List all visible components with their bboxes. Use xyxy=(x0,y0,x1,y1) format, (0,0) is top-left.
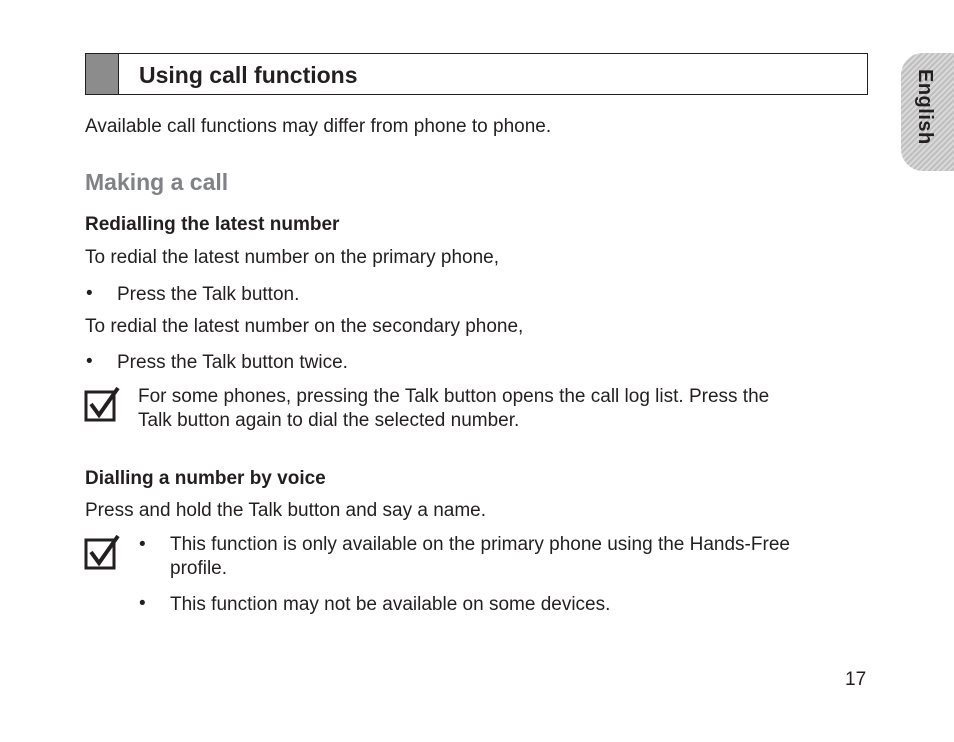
bullet: • xyxy=(139,593,146,614)
checkmark-note-icon xyxy=(84,534,120,570)
language-tab-label: English xyxy=(914,69,936,145)
bullet: • xyxy=(86,351,93,372)
redial-primary-step: Press the Talk button. xyxy=(117,284,300,305)
voice-note-1-line2: profile. xyxy=(170,558,228,579)
page-number: 17 xyxy=(845,669,867,690)
language-tab xyxy=(901,53,954,171)
redial-note xyxy=(138,385,769,433)
section-intro: Available call functions may differ from phone to phone. xyxy=(85,116,552,137)
voice-note-2: This function may not be available on some devices. xyxy=(170,594,611,615)
checkmark-note-icon xyxy=(84,386,120,422)
bullet: • xyxy=(139,534,146,555)
redial-heading: Redialling the latest number xyxy=(85,214,340,235)
redial-primary-intro: To redial the latest number on the primary phone, xyxy=(85,247,500,268)
voice-dial-instruction: Press and hold the Talk button and say a name. xyxy=(85,500,487,521)
header-marker xyxy=(86,54,119,94)
redial-secondary-step: Press the Talk button twice. xyxy=(117,352,348,373)
redial-note-line2: Talk button again to dial the selected number. xyxy=(138,410,520,431)
redial-secondary-intro: To redial the latest number on the secondary phone, xyxy=(85,316,524,337)
bullet: • xyxy=(86,283,93,304)
voice-note-1-line1: This function is only available on the primary phone using the Hands-Free xyxy=(170,534,790,555)
voice-note-1 xyxy=(170,533,790,581)
voice-dial-heading: Dialling a number by voice xyxy=(85,468,326,489)
section-header xyxy=(85,53,868,95)
redial-note-line1: For some phones, pressing the Talk button opens the call log list. Press the xyxy=(138,386,770,407)
making-call-heading: Making a call xyxy=(85,169,229,195)
section-title: Using call functions xyxy=(139,62,358,88)
